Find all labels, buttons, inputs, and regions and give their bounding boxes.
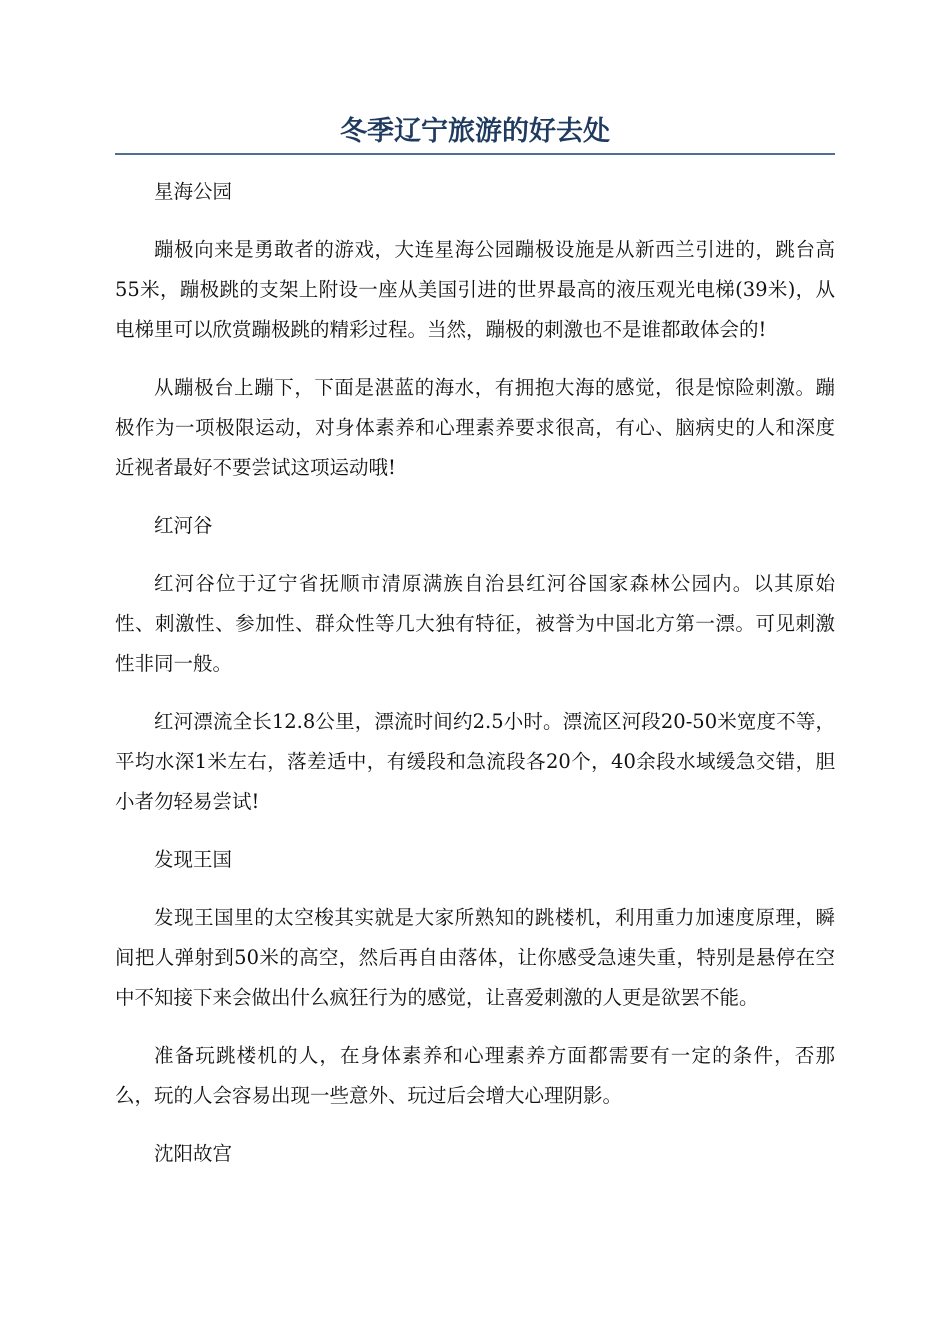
document-title: 冬季辽宁旅游的好去处 (340, 116, 610, 147)
paragraph: 发现王国里的太空梭其实就是大家所熟知的跳楼机，利用重力加速度原理，瞬间把人弹射到50米的高空，然后再自由落体，让你感受急速失重，特别是悬停在空中不知接下来会做出什么疯狂行为的感觉，让喜爱刺激的人更是欲罢不能。 (115, 906, 835, 1009)
paragraph: 红河漂流全长12.8公里，漂流时间约2.5小时。漂流区河段20-50米宽度不等，平均水深1米左右，落差适中，有缓段和急流段各20个，40余段水域缓急交错，胆小者勿轻易尝试! (115, 710, 835, 813)
title-underline (115, 153, 835, 155)
section-heading-faxianwangguo: 发现王国 (154, 848, 233, 871)
paragraph: 蹦极向来是勇敢者的游戏，大连星海公园蹦极设施是从新西兰引进的，跳台高55米，蹦极跳的支架上附设一座从美国引进的世界最高的液压观光电梯(39米)，从电梯里可以欣赏蹦极跳的精彩过程。当然，蹦极的刺激也不是谁都敢体会的! (115, 238, 835, 341)
section-heading-honghegu: 红河谷 (154, 514, 213, 537)
section-heading-xinghai: 星海公园 (154, 180, 233, 203)
paragraph: 红河谷位于辽宁省抚顺市清原满族自治县红河谷国家森林公园内。以其原始性、刺激性、参加性、群众性等几大独有特征，被誉为中国北方第一漂。可见刺激性非同一般。 (115, 572, 835, 675)
paragraph: 从蹦极台上蹦下，下面是湛蓝的海水，有拥抱大海的感觉，很是惊险刺激。蹦极作为一项极限运动，对身体素养和心理素养要求很高，有心、脑病史的人和深度近视者最好不要尝试这项运动哦! (115, 376, 835, 479)
paragraph: 准备玩跳楼机的人，在身体素养和心理素养方面都需要有一定的条件，否那么，玩的人会容易出现一些意外、玩过后会增大心理阴影。 (115, 1044, 835, 1107)
section-heading-shenyang-gugong: 沈阳故宫 (154, 1142, 233, 1165)
document-body (115, 172, 835, 1192)
